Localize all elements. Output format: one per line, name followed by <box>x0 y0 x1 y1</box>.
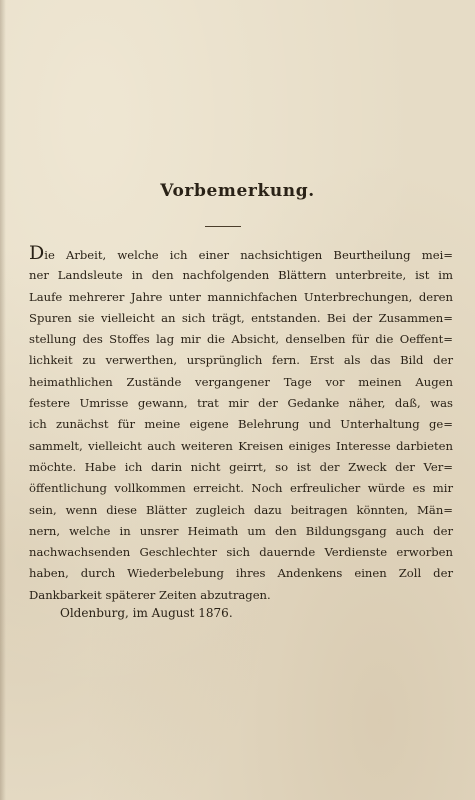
paragraph-line-17: Dankbarkeit späterer Zeiten abzutragen. <box>29 587 271 602</box>
paragraph-line-13: sein, wenn diese Blätter zugleich dazu beitragen könnten, Män= <box>29 502 453 517</box>
paragraph-line-9: ich zunächst für meine eigene Belehrung und Unterhaltung ge= <box>29 417 453 432</box>
paragraph-line-4: Spuren sie vielleicht an sich trägt, entstanden. Bei der Zusammen= <box>29 310 453 325</box>
paragraph-line-3: Laufe mehrerer Jahre unter mannichfachen Unterbrechungen, deren <box>29 289 453 304</box>
paragraph-line-10: sammelt, vielleicht auch weiteren Kreisen einiges Interesse darbieten <box>29 438 453 453</box>
paragraph-line-14: nern, welche in unsrer Heimath um den Bildungsgang auch der <box>29 523 453 538</box>
preface-paragraph <box>29 244 453 606</box>
place-and-date: Oldenburg, im August 1876. <box>60 606 233 620</box>
paragraph-line-16: haben, durch Wiederbelebung ihres Andenkens einen Zoll der <box>29 566 453 581</box>
title-divider <box>205 226 241 227</box>
paragraph-line-15: nachwachsenden Geschlechter sich dauernde Verdienste erworben <box>29 545 453 560</box>
paragraph-line-1: Die Arbeit, welche ich einer nachsichtigen Beurtheilung mei= <box>29 242 453 264</box>
paragraph-line-8: festere Umrisse gewann, trat mir der Gedanke näher, daß, was <box>29 396 453 411</box>
page-title: Vorbemerkung. <box>160 181 315 201</box>
page-edge-shadow <box>0 0 6 800</box>
paragraph-line-6: lichkeit zu verwerthen, ursprünglich fern. Erst als das Bild der <box>29 353 453 368</box>
paragraph-line-11: möchte. Habe ich darin nicht geirrt, so ist der Zweck der Ver= <box>29 459 453 474</box>
paragraph-line-2: ner Landsleute in den nachfolgenden Blättern unterbreite, ist im <box>29 268 453 283</box>
paragraph-line-12: öffentlichung vollkommen erreicht. Noch erfreulicher würde es mir <box>29 481 453 496</box>
drop-cap: D <box>29 242 45 264</box>
paragraph-line-5: stellung des Stoffes lag mir die Absicht, denselben für die Oeffent= <box>29 332 453 347</box>
paragraph-line-7: heimathlichen Zustände vergangener Tage vor meinen Augen <box>29 374 453 389</box>
